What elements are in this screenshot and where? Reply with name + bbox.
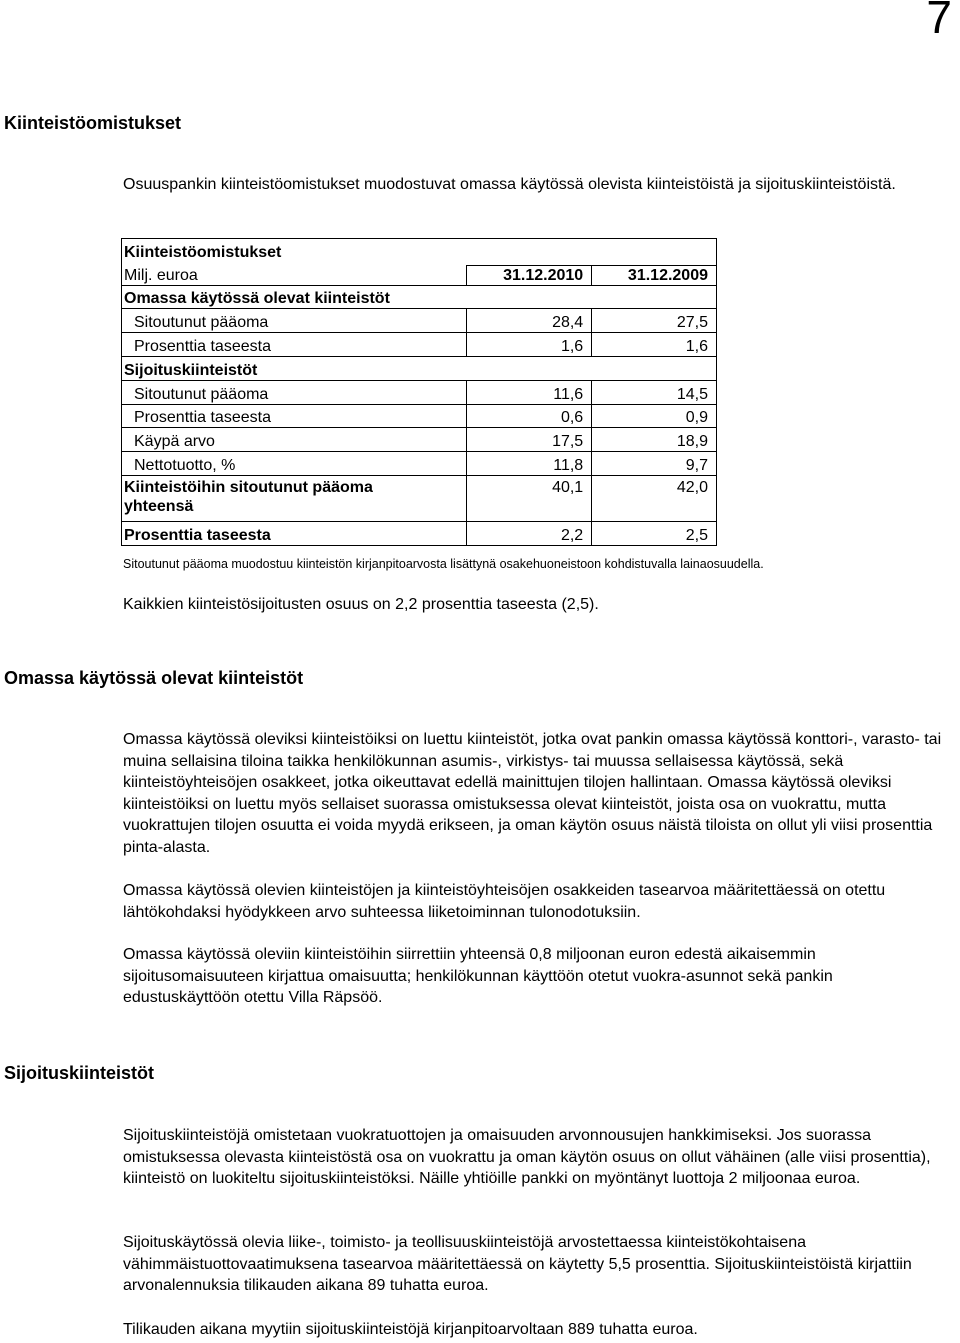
summary-paragraph: Kaikkien kiinteistösijoitusten osuus on 2,2 prosenttia taseesta (2,5). [123,596,599,613]
row-value-2010: 1,6 [466,333,591,356]
table-row [122,332,716,356]
table-title-row [122,239,716,262]
table-row [122,380,716,404]
table-row [122,308,716,332]
row-label: Prosenttia taseesta [124,526,271,544]
row-value-2009: 0,9 [591,405,716,428]
row-value-2010: 28,4 [466,309,591,332]
row-label: Sitoutunut pääoma [134,314,269,332]
col-header-2010: 31.12.2010 [466,265,591,285]
table-title: Kiinteistöomistukset [124,243,282,261]
table-row [122,521,716,545]
property-holdings-table [121,238,717,546]
row-label: Prosenttia taseesta [134,337,271,355]
intro-paragraph: Osuuspankin kiinteistöomistukset muodostuvat omassa käytössä olevista kiinteistöistä ja sijoituskiinteistöistä. [123,176,896,193]
table-footnote: Sitoutunut pääoma muodostuu kiinteistön kirjanpitoarvosta lisättynä osakehuoneistoon kohdistuvalla lainaosuudella. [123,557,764,571]
unit-label: Milj. euroa [124,266,198,284]
row-value-2009: 18,9 [591,428,716,451]
table-row [122,285,716,309]
row-value-2009: 42,0 [591,476,716,521]
own-use-paragraph-1: Omassa käytössä oleviksi kiinteistöiksi on luettu kiinteistöt, jotka ovat pankin omassa käytössä konttori-, varasto- tai muina sellaisina tiloina taikka henkilökunnan asumis-, virkistys- tai muussa sellaisessa käytössä, sekä kiinteistöyhteisöjen osakkeet, jotka oikeuttavat edellä mainittujen tilojen hallintaan. Omassa käytössä oleviksi kiinteistöiksi on luettu myös sellaiset suorassa omistuksessa olevat kiinteistöt, joista osa on vuokrattu, mutta vuokrattujen tilojen osuutta ei voida myydä erikseen, ja oman käytön osuus näistä tiloista on ollut yli viisi prosenttia pinta-alasta. [123,731,942,856]
row-value-2009: 27,5 [591,309,716,332]
row-value-2009: 1,6 [591,333,716,356]
row-value-2010: 0,6 [466,405,591,428]
row-label: Nettotuotto, % [134,456,236,474]
row-value-2009: 2,5 [591,522,716,545]
table-row [122,404,716,428]
section-heading-investment: Sijoituskiinteistöt [4,1063,155,1083]
row-value-2010: 11,6 [466,381,591,404]
row-label: Sijoituskiinteistöt [124,361,258,379]
row-label: Prosenttia taseesta [134,409,271,427]
row-label: Omassa käytössä olevat kiinteistöt [124,290,390,308]
investment-paragraph-2: Sijoituskäytössä olevia liike-, toimisto- ja teollisuuskiinteistöjä arvostettaessa kiinteistökohtaisena vähimmäistuottovaatimuksena tasearvoa määritettäessä on käytetty 5,5 prosenttia. Sijoituskiinteistöistä kirjattiin arvonalennuksia tilikauden aikana 89 tuhatta euroa. [123,1234,912,1294]
table-row [122,427,716,451]
row-label: Kiinteistöihin sitoutunut pääoma yhteensä [124,478,373,515]
row-label: Käypä arvo [134,433,215,451]
row-value-2009: 14,5 [591,381,716,404]
col-header-2009: 31.12.2009 [591,265,716,285]
row-value-2010: 17,5 [466,428,591,451]
section-heading-own-use: Omassa käytössä olevat kiinteistöt [4,668,304,688]
table-row [122,475,716,521]
page-number: 7 [926,0,952,43]
own-use-paragraph-3: Omassa käytössä oleviin kiinteistöihin siirrettiin yhteensä 0,8 miljoonan euron edestä aikaisemmin sijoitusomaisuuteen kirjattua omaisuutta; henkilökunnan käyttöön otetut vuokra-asunnot sekä pankin edustuskäyttöön otettu Villa Räpsöö. [123,946,833,1006]
table-row [122,356,716,380]
table-row [122,451,716,475]
own-use-paragraph-2: Omassa käytössä olevien kiinteistöjen ja kiinteistöyhteisöjen osakkeiden tasearvoa määritettäessä on otettu lähtökohdaksi hyödykkeen arvo suhteessa liiketoiminnan tulonodotuksiin. [123,882,886,921]
row-value-2009: 9,7 [591,452,716,475]
row-value-2010: 40,1 [466,476,591,521]
investment-paragraph-3: Tilikauden aikana myytiin sijoituskiinteistöjä kirjanpitoarvoltaan 889 tuhatta euroa. [123,1321,698,1338]
row-value-2010: 2,2 [466,522,591,545]
row-label: Sitoutunut pääoma [134,385,269,403]
table-header-row [122,262,716,285]
row-value-2010: 11,8 [466,452,591,475]
section-heading-kiinteistoomistukset: Kiinteistöomistukset [4,113,182,133]
investment-paragraph-1: Sijoituskiinteistöjä omistetaan vuokratuottojen ja omaisuuden arvonnousujen hankkimiseksi. Jos suorassa omistuksessa olevasta kiinteistöstä osa on vuokrattu ja oman käytön osuus on ollut vähäinen (alle viisi prosenttia), kiinteistö on luokiteltu sijoituskiinteistöksi. Näille yhtiöille pankki on myöntänyt luottoja 2 miljoonaa euroa. [123,1127,931,1187]
